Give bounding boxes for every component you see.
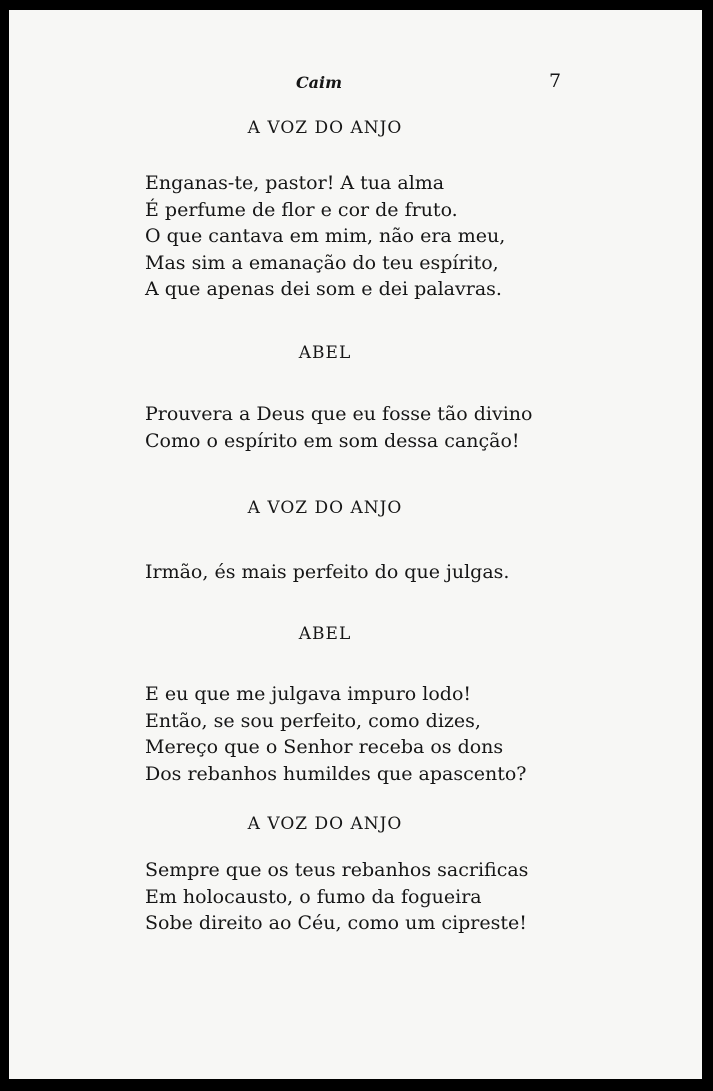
verse-line: O que cantava em mim, não era meu, [145,225,506,247]
verse-line: Em holocausto, o fumo da fogueira [145,885,482,908]
verse-stanza [145,559,665,586]
verse-stanza [145,401,665,454]
verse-line: Enganas-te, pastor! A tua alma [145,172,445,194]
verse-line: Dos rebanhos humildes que apascento? [145,762,527,785]
verse-stanza [145,681,665,787]
verse-line: Sempre que os teus rebanhos sacrificas [145,859,529,881]
speaker-heading: ABEL [298,343,352,363]
page-number: 7 [549,70,562,92]
verse-line: Irmão, és mais perfeito do que julgas. [145,561,510,583]
verse-line: Mas sim a emanação do teu espírito, [145,251,499,274]
running-title: Caim [295,73,343,92]
verse-line: Prouvera a Deus que eu fosse tão divino [145,403,533,425]
verse-stanza [145,170,665,303]
speaker-heading: ABEL [298,624,352,644]
speaker-heading: A VOZ DO ANJO [247,814,403,834]
verse-line: Então, se sou perfeito, como dizes, [145,709,481,732]
verse-line: E eu que me julgava impuro lodo! [145,683,472,705]
speaker-heading: A VOZ DO ANJO [247,498,403,518]
verse-line: Sobe direito ao Céu, como um cipreste! [145,912,527,934]
verse-line: Como o espírito em som dessa canção! [145,429,520,452]
verse-stanza [145,857,665,937]
verse-line: A que apenas dei som e dei palavras. [145,278,502,300]
book-page [9,10,702,1079]
verse-line: É perfume de flor e cor de fruto. [145,198,458,221]
speaker-heading: A VOZ DO ANJO [247,118,403,138]
verse-line: Mereço que o Senhor receba os dons [145,736,504,758]
